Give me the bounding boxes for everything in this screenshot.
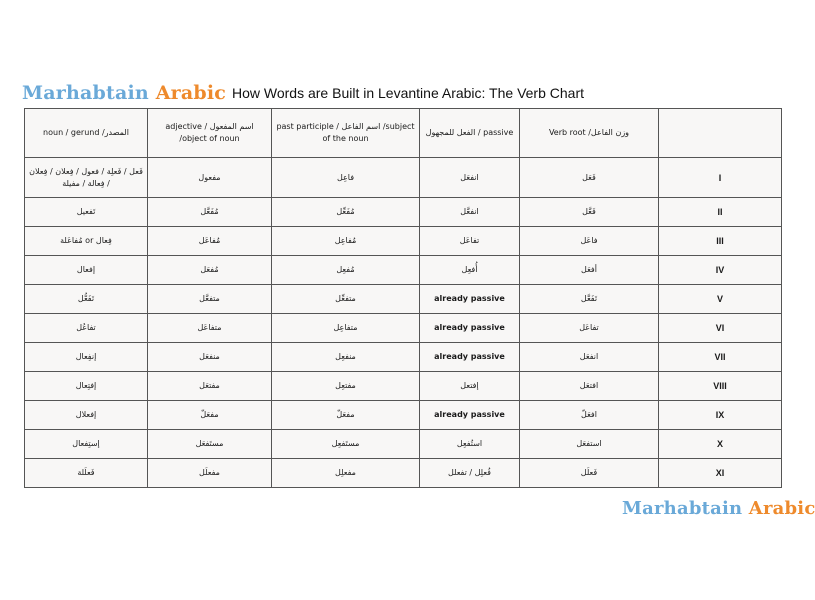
header-past-participle: past participle / اسم الفاعل /subject of the noun <box>272 109 420 158</box>
table-row <box>25 285 782 314</box>
table-row <box>25 314 782 343</box>
brand-logo-top <box>22 82 226 104</box>
cell-adjective: متفاعَل <box>148 314 272 343</box>
cell-form-number: XI <box>659 459 782 488</box>
cell-passive: إفتعل <box>420 372 520 401</box>
cell-noun-gerund: إستِفعال <box>25 430 148 459</box>
cell-past-participle: مفتعِل <box>272 372 420 401</box>
table-row <box>25 459 782 488</box>
table-row <box>25 372 782 401</box>
cell-passive: already passive <box>420 343 520 372</box>
table-row <box>25 227 782 256</box>
cell-form-number: III <box>659 227 782 256</box>
cell-adjective: مُفَعَّل <box>148 198 272 227</box>
cell-adjective: منفعَل <box>148 343 272 372</box>
cell-noun-gerund: إنفِعال <box>25 343 148 372</box>
cell-form-number: IX <box>659 401 782 430</box>
cell-passive: تفاعَل <box>420 227 520 256</box>
cell-form-number: VI <box>659 314 782 343</box>
cell-passive: already passive <box>420 401 520 430</box>
cell-passive: أُفعِل <box>420 256 520 285</box>
cell-noun-gerund: تَفَعُّل <box>25 285 148 314</box>
cell-passive: انفعَّل <box>420 198 520 227</box>
cell-verb-root: استفعَل <box>520 430 659 459</box>
table-row <box>25 198 782 227</box>
cell-form-number: V <box>659 285 782 314</box>
cell-form-number: VIII <box>659 372 782 401</box>
cell-verb-root: افعَلّ <box>520 401 659 430</box>
cell-adjective: مُفعَل <box>148 256 272 285</box>
cell-verb-root: فَعلَل <box>520 459 659 488</box>
header-adjective: adjective / اسم المفعول /object of noun <box>148 109 272 158</box>
verb-chart-table <box>24 108 782 488</box>
cell-noun-gerund: تَفعيل <box>25 198 148 227</box>
cell-form-number: X <box>659 430 782 459</box>
cell-adjective: مفعول <box>148 158 272 198</box>
cell-verb-root: انفعَل <box>520 343 659 372</box>
cell-adjective: مفعلَل <box>148 459 272 488</box>
cell-past-participle: فاعِل <box>272 158 420 198</box>
cell-verb-root: تَفَعَّل <box>520 285 659 314</box>
cell-adjective: مفتعَل <box>148 372 272 401</box>
cell-form-number: IV <box>659 256 782 285</box>
table-row <box>25 430 782 459</box>
brand-logo-bottom <box>622 498 815 519</box>
cell-verb-root: أفعَل <box>520 256 659 285</box>
brand-word-marhabtain: Marhabtain <box>622 498 743 519</box>
table-row <box>25 343 782 372</box>
table-row <box>25 256 782 285</box>
cell-passive: انفعَل <box>420 158 520 198</box>
cell-past-participle: مفعلِل <box>272 459 420 488</box>
header-passive: الفعل للمجهول / passive <box>420 109 520 158</box>
cell-verb-root: فَعَل <box>520 158 659 198</box>
cell-noun-gerund: تفاعُل <box>25 314 148 343</box>
cell-adjective: مستَفعَل <box>148 430 272 459</box>
cell-verb-root: فاعَل <box>520 227 659 256</box>
cell-verb-root: فَعَّل <box>520 198 659 227</box>
cell-noun-gerund: فَعل / فَعلِة / فعول / فِعلان / فِعلان / فِعالة / مفيلة <box>25 158 148 198</box>
table-row <box>25 158 782 198</box>
page-title: How Words are Built in Levantine Arabic: The Verb Chart <box>232 85 584 101</box>
cell-noun-gerund: إفعلال <box>25 401 148 430</box>
cell-past-participle: مفعَلّ <box>272 401 420 430</box>
cell-past-participle: متفعِّل <box>272 285 420 314</box>
cell-adjective: مُفاعَل <box>148 227 272 256</box>
cell-past-participle: متفاعِل <box>272 314 420 343</box>
cell-noun-gerund: إفتِعال <box>25 372 148 401</box>
brand-word-marhabtain: Marhabtain <box>22 82 149 104</box>
header-row <box>25 109 782 158</box>
cell-passive: already passive <box>420 285 520 314</box>
cell-passive: already passive <box>420 314 520 343</box>
cell-adjective: متفعَّل <box>148 285 272 314</box>
cell-form-number: I <box>659 158 782 198</box>
cell-noun-gerund: فَعلَلة <box>25 459 148 488</box>
header-form-number <box>659 109 782 158</box>
cell-form-number: VII <box>659 343 782 372</box>
cell-past-participle: مُفَعِّل <box>272 198 420 227</box>
cell-past-participle: مُفعِل <box>272 256 420 285</box>
cell-passive: فُعلِل / تفعلل <box>420 459 520 488</box>
brand-word-arabic: Arabic <box>748 498 815 519</box>
cell-noun-gerund: إفعال <box>25 256 148 285</box>
table-row <box>25 401 782 430</box>
cell-past-participle: مُفاعِل <box>272 227 420 256</box>
cell-form-number: II <box>659 198 782 227</box>
table-header <box>25 109 782 158</box>
cell-verb-root: افتعَل <box>520 372 659 401</box>
header-noun-gerund: noun / gerund /المصدر <box>25 109 148 158</box>
cell-past-participle: مستَفعِل <box>272 430 420 459</box>
cell-adjective: مفعَلّ <box>148 401 272 430</box>
cell-passive: استُفعِل <box>420 430 520 459</box>
cell-verb-root: تفاعَل <box>520 314 659 343</box>
cell-noun-gerund: مُفاعَلة or فِعال <box>25 227 148 256</box>
cell-past-participle: منفعِل <box>272 343 420 372</box>
table-body <box>25 158 782 488</box>
header-verb-root: Verb root /وزن الفاعل <box>520 109 659 158</box>
brand-word-arabic: Arabic <box>155 82 227 104</box>
